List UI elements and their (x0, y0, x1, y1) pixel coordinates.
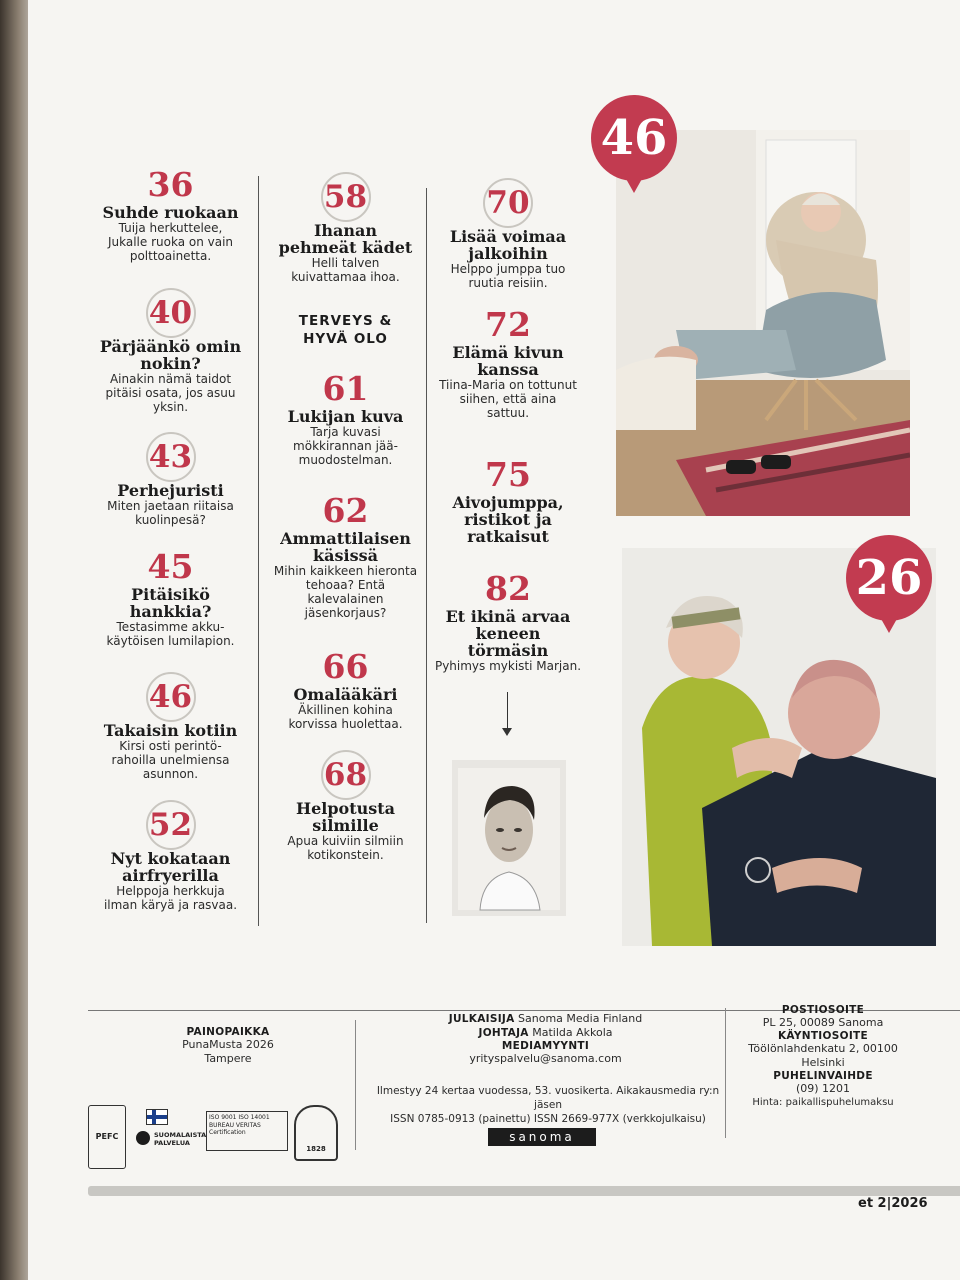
toc-item-46[interactable] (98, 672, 243, 781)
toc-item-70[interactable] (438, 178, 578, 290)
column-divider (258, 176, 259, 926)
suomalaista-label: SUOMALAISTA PALVELUA (154, 1131, 207, 1147)
toc-item-52[interactable] (98, 800, 243, 912)
toc-item-62[interactable] (273, 492, 418, 620)
editor-label: JOHTAJA (478, 1027, 529, 1039)
item-description: Mihin kaikkeen hieronta tehoaa? Entä kalevalainen jäsenkorjaus? (273, 564, 418, 620)
page-number: 58 (321, 172, 371, 222)
phone-label: PUHELINVAIHDE (773, 1070, 873, 1082)
page-number: 36 (147, 165, 194, 204)
item-description: Tuija herkuttelee, Jukalle ruoka on vain polttoainetta. (107, 221, 234, 263)
toc-item-58[interactable] (273, 172, 418, 284)
contact-info (738, 1004, 908, 1110)
toc-item-36[interactable] (98, 166, 243, 263)
page-number: 70 (483, 178, 533, 228)
arrow-line (507, 692, 508, 732)
seal-year: 1828 (306, 1145, 326, 1153)
sales-email[interactable]: yrityspalvelu@sanoma.com (469, 1052, 622, 1065)
bureau-veritas-seal (294, 1105, 338, 1161)
key-icon (136, 1131, 150, 1145)
item-title: Nyt kokataan airfryerilla (110, 849, 231, 885)
page-number: 68 (321, 750, 371, 800)
printing-label: PAINOPAIKKA (186, 1026, 270, 1038)
page-number: 61 (322, 369, 369, 408)
pefc-label: PEFC (95, 1132, 119, 1141)
footer-divider-vertical (355, 1020, 356, 1150)
toc-item-45[interactable] (98, 548, 243, 648)
interview-photo-top (616, 130, 910, 516)
section-heading: TERVEYS & HYVÄ OLO (298, 313, 393, 347)
editor: Matilda Akkola (532, 1026, 613, 1039)
pefc-logo (88, 1105, 126, 1169)
item-description: Miten jaetaan riitaisa kuolinpesä? (107, 499, 234, 527)
item-title: Ihanan pehmeät kädet (278, 221, 413, 257)
info-line: Ilmestyy 24 kertaa vuodessa, 53. vuosikerta. Aikakausmedia ry:n jäsen (376, 1085, 720, 1111)
issn-line: ISSN 0785-0913 (painettu) ISSN 2669-977X (verkkojulkaisu) (390, 1113, 706, 1125)
toc-item-43[interactable] (98, 432, 243, 527)
item-title: Pärjäänkö omin nokin? (99, 337, 242, 373)
magazine-page (28, 0, 960, 1280)
publisher-info (373, 1012, 718, 1066)
page-badge-26: 26 (846, 535, 932, 621)
item-title: Perhejuristi (117, 481, 224, 500)
printing-info (173, 1026, 283, 1066)
visit-address: Töölönlahdenkatu 2, 00100 Helsinki (748, 1042, 898, 1069)
item-description: Helppo jumppa tuo ruutia reisiin. (450, 262, 566, 290)
item-description: Apua kuiviin silmiin kotikonstein. (287, 834, 404, 862)
item-description: Ainakin nämä taidot pitäisi osata, jos asuu yksin. (105, 372, 236, 414)
page-number: 43 (146, 432, 196, 482)
phone-note: Hinta: paikallispuhelumaksu (752, 1097, 894, 1108)
footer-divider-vertical (725, 1008, 726, 1138)
publisher: Sanoma Media Finland (518, 1012, 643, 1025)
page-number: 45 (147, 547, 194, 586)
page-badge-46: 46 (591, 95, 677, 181)
arrow-down-icon (502, 728, 512, 736)
item-title: Pitäisikö hankkia? (129, 585, 212, 621)
toc-item-68[interactable] (273, 750, 418, 862)
toc-item-61[interactable] (273, 370, 418, 467)
page-number-footer: et 2|2026 (858, 1196, 928, 1211)
item-title: Et ikinä arvaa keneen törmäsin (445, 607, 571, 660)
item-description: Helli talven kuivattamaa ihoa. (291, 256, 400, 284)
column-divider (426, 188, 427, 923)
post-address: PL 25, 00089 Sanoma (762, 1016, 884, 1029)
item-title: Omalääkäri (293, 685, 398, 704)
finnish-flag-icon (146, 1109, 168, 1125)
page-number: 46 (146, 672, 196, 722)
item-title: Lukijan kuva (287, 407, 404, 426)
page-number: 66 (322, 647, 369, 686)
page-number: 72 (485, 305, 531, 344)
page-number: 52 (146, 800, 196, 850)
footer-bar (88, 1186, 960, 1196)
portrait-photo (452, 760, 566, 916)
toc-item-40[interactable] (98, 288, 243, 414)
item-description: Kirsi osti perintö-rahoilla unelmiensa asunnon. (111, 739, 230, 781)
item-description: Helppoja herkkuja ilman käryä ja rasvaa. (103, 884, 238, 912)
page-number: 40 (146, 288, 196, 338)
printing-line: PunaMusta 2026 (182, 1038, 274, 1051)
item-title: Suhde ruokaan (102, 203, 239, 222)
item-description: Tarja kuvasi mökkirannan jää-muodostelman. (293, 425, 398, 467)
visit-label: KÄYNTIOSOITE (778, 1030, 868, 1042)
post-label: POSTIOSOITE (781, 1004, 865, 1016)
sanoma-logo: sanoma (488, 1128, 596, 1146)
toc-item-72[interactable] (438, 306, 578, 420)
page-number: 82 (485, 569, 531, 608)
item-description: Äkillinen kohina korvissa huolettaa. (288, 703, 403, 731)
page-number: 75 (485, 455, 531, 494)
phone-number[interactable]: (09) 1201 (795, 1082, 851, 1095)
item-title: Aivojumppa, ristikot ja ratkaisut (452, 493, 564, 546)
iso-certificate: ISO 9001 ISO 14001 BUREAU VERITAS Certification (206, 1111, 288, 1151)
item-description: Pyhimys mykisti Marjan. (434, 659, 582, 673)
suomalaista-palvelua-logo (136, 1105, 207, 1169)
item-title: Takaisin kotiin (103, 721, 238, 740)
page-number: 62 (322, 491, 369, 530)
sales-label: MEDIAMYYNTI (501, 1040, 590, 1052)
item-title: Helpotusta silmille (295, 799, 396, 835)
toc-item-82[interactable] (433, 570, 583, 673)
issn-info (368, 1084, 728, 1126)
printing-line: Tampere (204, 1052, 252, 1065)
item-title: Ammattilaisen käsissä (280, 529, 411, 565)
toc-item-66[interactable] (273, 648, 418, 731)
item-title: Lisää voimaa jalkoihin (449, 227, 567, 263)
item-description: Tiina-Maria on tottunut siihen, että aina sattuu. (439, 378, 577, 420)
item-title: Elämä kivun kanssa (452, 343, 564, 379)
toc-item-75[interactable] (438, 456, 578, 545)
publisher-label: JULKAISIJA (448, 1013, 515, 1025)
item-description: Testasimme akku-käytöisen lumilapion. (106, 620, 235, 648)
certification-logos (88, 1105, 348, 1175)
